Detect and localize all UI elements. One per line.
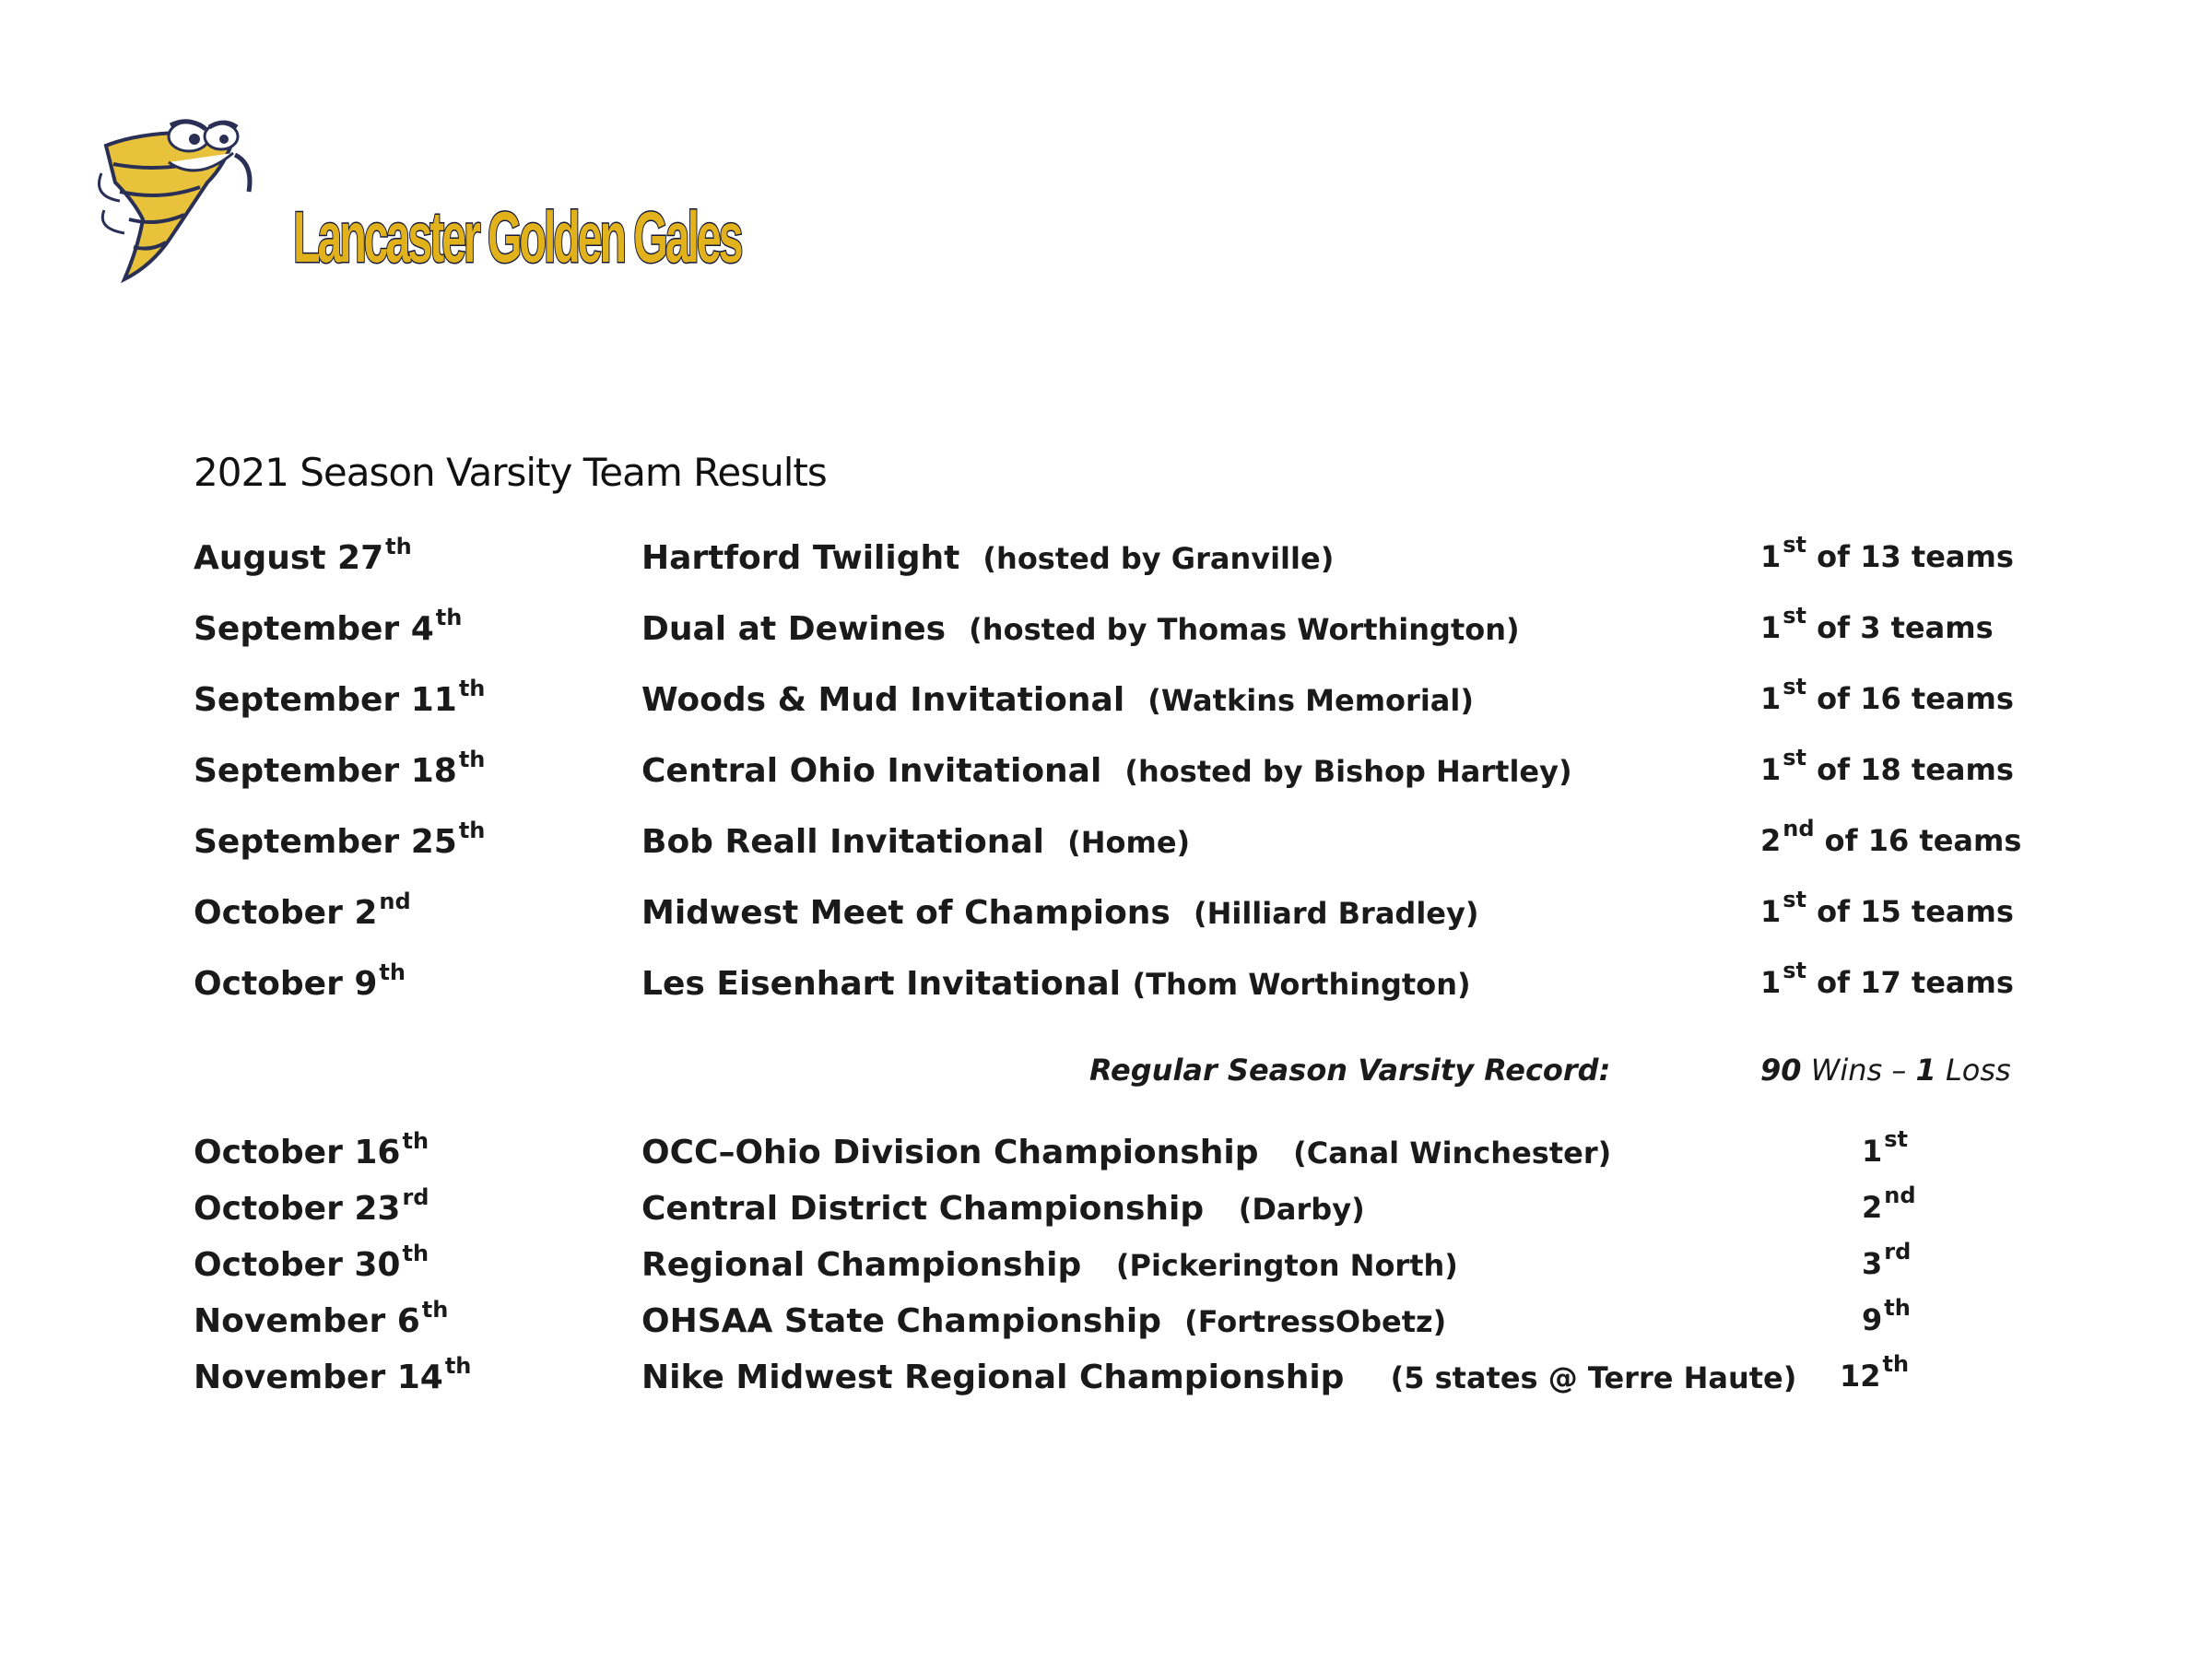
meet-event: Nike Midwest Regional Championship (5 states @ Terre Haute) bbox=[641, 1359, 1797, 1396]
meet-host: (Canal Winchester) bbox=[1293, 1135, 1612, 1171]
result-row bbox=[0, 603, 2212, 668]
meet-place: 9th bbox=[1862, 1295, 1911, 1337]
record-label: Regular Season Varsity Record: bbox=[1089, 1053, 1611, 1088]
meet-date: September 18th bbox=[194, 747, 486, 790]
meet-event: Bob Reall Invitational (Home) bbox=[641, 823, 1191, 861]
meet-date: October 23rd bbox=[194, 1184, 429, 1228]
meet-event: OHSAA State Championship (FortressObetz) bbox=[641, 1302, 1447, 1340]
meet-event: Les Eisenhart Invitational (Thom Worthington) bbox=[641, 965, 1471, 1003]
result-row bbox=[0, 958, 2212, 1023]
postseason-row bbox=[0, 1351, 2212, 1417]
meet-event: Regional Championship (Pickerington North) bbox=[641, 1246, 1458, 1284]
meet-place: 3rd bbox=[1862, 1239, 1912, 1281]
meet-date: September 25th bbox=[194, 818, 486, 861]
meet-event: Hartford Twilight (hosted by Granville) bbox=[641, 539, 1335, 577]
result-row bbox=[0, 816, 2212, 881]
meet-host: (hosted by Thomas Worthington) bbox=[969, 612, 1520, 647]
postseason-row bbox=[0, 1182, 2212, 1248]
meet-date: October 9th bbox=[194, 959, 406, 1003]
meet-place: 1st of 16 teams bbox=[1760, 674, 2014, 716]
meet-host: (hosted by Granville) bbox=[982, 541, 1335, 576]
meet-host: (Thom Worthington) bbox=[1132, 967, 1471, 1002]
meet-place: 1st of 15 teams bbox=[1760, 887, 2014, 929]
meet-event: Dual at Dewines (hosted by Thomas Worthington) bbox=[641, 610, 1520, 648]
meet-host: (hosted by Bishop Hartley) bbox=[1124, 754, 1572, 789]
tornado-mascot-icon bbox=[97, 109, 263, 293]
postseason-row bbox=[0, 1126, 2212, 1192]
meet-host: (Watkins Memorial) bbox=[1147, 683, 1474, 718]
meet-host: (Darby) bbox=[1238, 1192, 1365, 1227]
meet-date: November 14th bbox=[194, 1353, 472, 1396]
meet-place: 1st of 18 teams bbox=[1760, 745, 2014, 787]
meet-date: September 11th bbox=[194, 676, 486, 719]
result-row bbox=[0, 532, 2212, 597]
postseason-row bbox=[0, 1295, 2212, 1360]
meet-place: 1st of 13 teams bbox=[1760, 532, 2014, 574]
meet-event: Woods & Mud Invitational (Watkins Memorial) bbox=[641, 681, 1474, 719]
record-value: 90 Wins – 1 Loss bbox=[1760, 1053, 2011, 1088]
meet-place: 1st bbox=[1862, 1126, 1909, 1169]
meet-place: 1st of 17 teams bbox=[1760, 958, 2014, 1000]
meet-host: (5 states @ Terre Haute) bbox=[1390, 1360, 1797, 1395]
meet-place: 2nd of 16 teams bbox=[1760, 816, 2022, 858]
meet-date: October 16th bbox=[194, 1128, 429, 1171]
result-row bbox=[0, 887, 2212, 952]
meet-date: October 30th bbox=[194, 1241, 429, 1284]
meet-date: September 4th bbox=[194, 605, 463, 648]
result-row bbox=[0, 745, 2212, 810]
meet-date: November 6th bbox=[194, 1297, 449, 1340]
meet-place: 2nd bbox=[1862, 1182, 1916, 1225]
result-row bbox=[0, 674, 2212, 739]
meet-event: Midwest Meet of Champions (Hilliard Bradley) bbox=[641, 894, 1479, 932]
meet-host: (Home) bbox=[1067, 825, 1191, 860]
meet-date: October 2nd bbox=[194, 888, 411, 932]
page-title: 2021 Season Varsity Team Results bbox=[194, 450, 827, 495]
meet-event: OCC–Ohio Division Championship (Canal Winchester) bbox=[641, 1134, 1612, 1171]
meet-place: 1st of 3 teams bbox=[1760, 603, 1994, 645]
meet-host: (Pickerington North) bbox=[1115, 1248, 1458, 1283]
meet-event: Central District Championship (Darby) bbox=[641, 1190, 1365, 1228]
postseason-row bbox=[0, 1239, 2212, 1304]
brand-wordmark: Lancaster Golden Gales bbox=[293, 196, 741, 277]
meet-host: (FortressObetz) bbox=[1184, 1304, 1447, 1339]
meet-date: August 27th bbox=[194, 534, 412, 577]
meet-host: (Hilliard Bradley) bbox=[1193, 896, 1479, 931]
season-record bbox=[0, 1053, 2212, 1108]
meet-place: 12th bbox=[1840, 1351, 1910, 1394]
meet-event: Central Ohio Invitational (hosted by Bishop Hartley) bbox=[641, 752, 1572, 790]
